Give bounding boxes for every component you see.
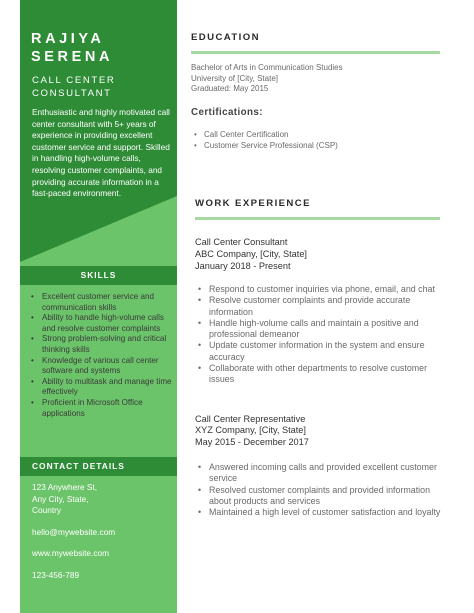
- contact-phone: 123-456-789: [32, 570, 80, 580]
- bullet-icon: •: [31, 376, 34, 386]
- duty-item: [198, 462, 446, 485]
- bullet-icon: •: [198, 363, 202, 374]
- job-2-dates: May 2015 - December 2017: [195, 437, 309, 447]
- contact-address-line-2: Any City, State,: [32, 494, 89, 504]
- profile-summary: Enthusiastic and highly motivated call center consultant with 5+ years of experience in providing excellent customer service and support. Skilled in handling high-volume calls, resolving customer complaints, and providing accurate information in a fast-paced environment.: [32, 107, 170, 199]
- work-experience-divider: [195, 217, 440, 220]
- work-experience-header: WORK EXPERIENCE: [195, 198, 311, 209]
- bullet-icon: •: [198, 340, 202, 351]
- education-university: University of [City, State]: [191, 74, 278, 83]
- contact-website: www.mywebsite.com: [32, 548, 109, 558]
- skills-list: [31, 292, 173, 419]
- skills-header: SKILLS: [20, 266, 177, 285]
- job-title-line-1: CALL CENTER: [32, 75, 116, 86]
- skill-item: [31, 292, 173, 313]
- name-last: SERENA: [31, 49, 114, 65]
- bullet-icon: •: [198, 507, 202, 518]
- bullet-icon: •: [198, 317, 202, 328]
- contact-address-line-1: 123 Anywhere St,: [32, 482, 98, 492]
- certifications-list: [194, 130, 338, 152]
- job-2-title: Call Center Representative: [195, 414, 306, 424]
- certification-item: [194, 130, 338, 141]
- certification-text: Call Center Certification: [204, 130, 289, 139]
- bullet-icon: •: [198, 284, 202, 294]
- job-title-line-2: CONSULTANT: [32, 88, 112, 99]
- duty-item: [198, 295, 446, 318]
- job-1-title: Call Center Consultant: [195, 237, 288, 247]
- duty-item: [198, 363, 446, 386]
- skill-text: Proficient in Microsoft Office applications: [42, 397, 143, 418]
- bullet-icon: •: [31, 334, 34, 344]
- education-header: EDUCATION: [191, 32, 260, 43]
- skill-text: Knowledge of various call center software and systems: [42, 355, 159, 376]
- job-1-dates: January 2018 - Present: [195, 261, 291, 271]
- skill-item: [31, 356, 173, 377]
- duty-text: Maintained a high level of customer satisfaction and loyalty: [209, 507, 441, 518]
- skill-text: Ability to handle high-volume calls and resolve customer complaints: [42, 313, 164, 333]
- job-2-duties: [198, 462, 446, 518]
- bullet-icon: •: [31, 355, 34, 365]
- duty-text: Handle high-volume calls and maintain a positive and professional demeanor: [209, 317, 419, 340]
- skill-text: Excellent customer service and communication skills: [42, 292, 155, 312]
- skill-item: [31, 398, 173, 419]
- education-graduation-date: Graduated: May 2015: [191, 84, 269, 93]
- job-2-company: XYZ Company, [City, State]: [195, 425, 306, 435]
- duty-text: Respond to customer inquiries via phone, email, and chat: [209, 284, 435, 294]
- skill-item: [31, 313, 173, 334]
- job-1-company: ABC Company, [City, State]: [195, 249, 307, 259]
- bullet-icon: •: [194, 130, 197, 139]
- bullet-icon: •: [31, 313, 34, 323]
- duty-text: Answered incoming calls and provided excellent customer service: [209, 462, 437, 484]
- certification-text: Customer Service Professional (CSP): [204, 140, 338, 150]
- duty-item: [198, 340, 446, 363]
- skill-text: Strong problem-solving and critical thinking skills: [42, 334, 167, 354]
- education-divider: [191, 51, 440, 54]
- skill-text: Ability to multitask and manage time effectively: [42, 376, 172, 397]
- job-1-duties: [198, 284, 446, 386]
- skill-item: [31, 334, 173, 355]
- certifications-title: Certifications:: [191, 107, 263, 118]
- bullet-icon: •: [31, 292, 34, 301]
- bullet-icon: •: [31, 397, 34, 407]
- bullet-icon: •: [198, 484, 202, 495]
- bullet-icon: •: [198, 295, 202, 306]
- bullet-icon: •: [194, 140, 197, 150]
- duty-item: [198, 485, 446, 508]
- certification-item: [194, 141, 338, 152]
- duty-text: Update customer information in the system and ensure accuracy: [209, 340, 425, 362]
- contact-email: hello@mywebsite.com: [32, 527, 116, 537]
- contact-address-line-3: Country: [32, 505, 62, 515]
- contact-header: CONTACT DETAILS: [20, 457, 177, 476]
- name-first: RAJIYA: [31, 31, 105, 47]
- bullet-icon: •: [198, 462, 202, 472]
- duty-text: Collaborate with other departments to resolve customer issues: [209, 363, 428, 385]
- skill-item: [31, 377, 173, 398]
- duty-item: [198, 318, 446, 341]
- duty-item: [198, 507, 446, 518]
- duty-item: [198, 284, 446, 295]
- education-degree: Bachelor of Arts in Communication Studies: [191, 63, 343, 72]
- duty-text: Resolve customer complaints and provide accurate information: [209, 295, 411, 317]
- duty-text: Resolved customer complaints and provided information about products and services: [209, 484, 430, 506]
